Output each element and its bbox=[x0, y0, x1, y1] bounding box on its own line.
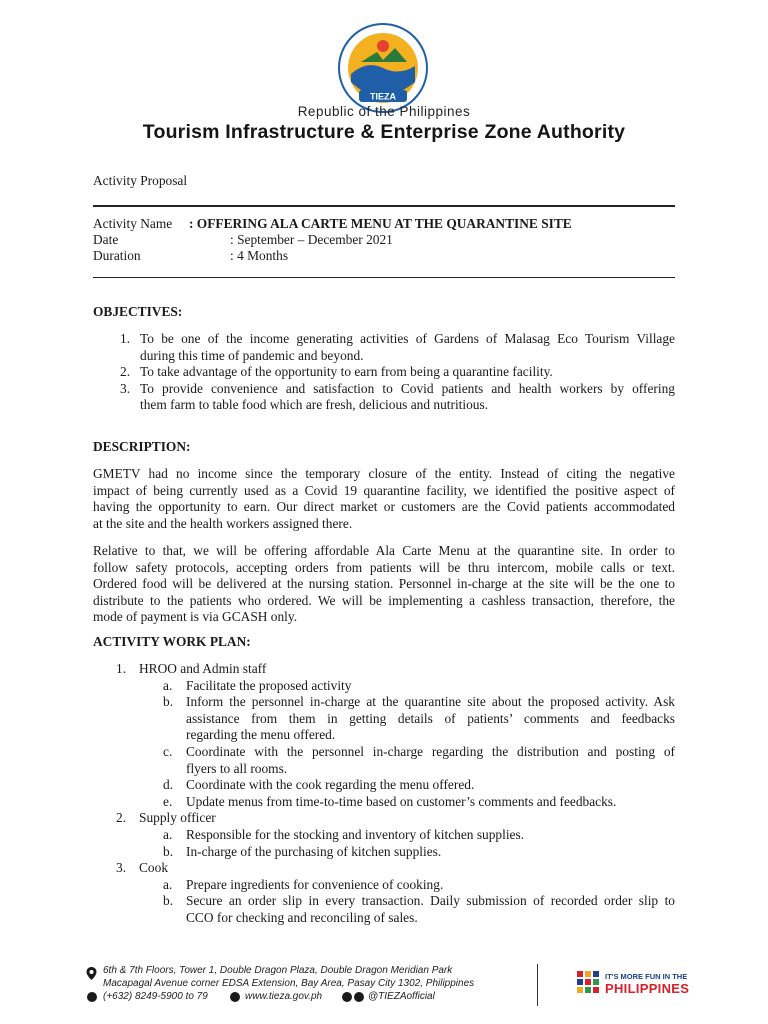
list-item bbox=[93, 331, 675, 364]
task-text: Coordinate with the cook regarding the menu offered. bbox=[186, 777, 475, 793]
task-letter: a. bbox=[163, 876, 173, 892]
footer bbox=[0, 955, 768, 1024]
agency-title: Tourism Infrastructure & Enterprise Zone Authority bbox=[142, 121, 626, 143]
workplan-heading: ACTIVITY WORK PLAN: bbox=[93, 634, 251, 649]
list-item-text: during this time of pandemic and beyond. bbox=[140, 347, 364, 363]
task-item bbox=[93, 893, 675, 926]
role-number: 2. bbox=[116, 810, 127, 826]
role-number: 1. bbox=[116, 661, 127, 676]
task-letter: b. bbox=[163, 843, 174, 859]
paragraph-line: impact of being currently used as a Covid 19 quarantine facility, we identified the positive aspect of bbox=[93, 482, 675, 498]
brand-tagline: IT'S MORE FUN IN THE bbox=[605, 972, 688, 981]
list-item-text: To be one of the income generating activities of Gardens of Malasag Eco Tourism Village bbox=[140, 331, 675, 346]
objectives-heading: OBJECTIVES: bbox=[93, 304, 183, 319]
logo-text: TIEZA bbox=[370, 91, 396, 102]
role-item bbox=[93, 661, 675, 678]
footer-address-line-1: 6th & 7th Floors, Tower 1, Double Dragon Plaza, Double Dragon Meridian Park bbox=[103, 965, 453, 976]
task-text: Prepare ingredients for convenience of cooking. bbox=[186, 876, 444, 892]
globe-icon bbox=[230, 992, 240, 1002]
paragraph-line: follow safety protocols, accepting orders from patients will be thru intercom, mobile calls or text. bbox=[93, 559, 675, 575]
list-item-number: 3. bbox=[120, 380, 131, 396]
task-text: assistance from them in getting details of patients’ comments and feedbacks bbox=[186, 710, 675, 726]
task-letter: e. bbox=[163, 793, 173, 809]
task-letter: a. bbox=[163, 826, 173, 842]
description-heading: DESCRIPTION: bbox=[93, 439, 191, 454]
phone-icon bbox=[87, 992, 97, 1002]
paragraph-line: GMETV had no income since the temporary closure of the entity. Instead of citing the negative bbox=[93, 466, 675, 481]
divider-top bbox=[93, 205, 675, 207]
description-paragraph-1 bbox=[93, 466, 675, 532]
footer-address-line-2: Macapagal Avenue corner EDSA Extension, Bay Area, Pasay City 1302, Philippines bbox=[103, 978, 475, 989]
task-text: Facilitate the proposed activity bbox=[186, 677, 352, 693]
location-pin-icon bbox=[86, 967, 97, 980]
activity-name-value: : OFFERING ALA CARTE MENU AT THE QUARANTINE SITE bbox=[189, 216, 572, 231]
facebook-icon[interactable] bbox=[342, 992, 352, 1002]
task-text: CCO for checking and reconciling of sales. bbox=[186, 909, 418, 925]
role-title: Cook bbox=[139, 860, 169, 876]
brand-mark-icon bbox=[575, 969, 603, 1001]
task-text: Responsible for the stocking and inventory of kitchen supplies. bbox=[186, 826, 525, 842]
paragraph-line: distribute to the patients who ordered. We will be implementing a cashless transaction, therefore, the bbox=[93, 592, 675, 608]
tieza-logo bbox=[337, 22, 429, 114]
task-text: Update menus from time-to-time based on customer’s comments and feedbacks. bbox=[186, 793, 617, 809]
instagram-icon[interactable] bbox=[354, 992, 364, 1002]
task-text: Coordinate with the personnel in-charge regarding the distribution and posting of bbox=[186, 743, 675, 759]
paragraph-line: having the opportunity to earn. Our direct market or customers are the Covid patients accommodated bbox=[93, 499, 675, 515]
activity-name-row bbox=[93, 216, 572, 233]
task-letter: c. bbox=[163, 743, 173, 759]
list-item-number: 1. bbox=[120, 331, 131, 346]
list-item bbox=[93, 364, 675, 381]
date-value: : September – December 2021 bbox=[230, 232, 393, 247]
list-item-text: To provide convenience and satisfaction to Covid patients and health workers by offering bbox=[140, 380, 675, 396]
description-paragraph-2 bbox=[93, 543, 675, 626]
task-letter: b. bbox=[163, 694, 174, 710]
duration-key: Duration bbox=[93, 248, 141, 263]
duration-value: : 4 Months bbox=[230, 248, 289, 263]
task-text: Secure an order slip in every transaction. Daily submission of recorded order slip to bbox=[186, 893, 675, 909]
footer-phone[interactable]: (+632) 8249-5900 to 79 bbox=[103, 991, 208, 1002]
divider-bottom bbox=[93, 277, 675, 278]
list-item bbox=[93, 381, 675, 414]
task-item bbox=[93, 777, 675, 794]
republic-label: Republic of the Philippines bbox=[297, 104, 471, 119]
role-number: 3. bbox=[116, 860, 127, 876]
brand-name: PHILIPPINES bbox=[605, 981, 690, 996]
task-text: flyers to all rooms. bbox=[186, 760, 288, 776]
duration-row bbox=[93, 248, 288, 265]
document-type-label: Activity Proposal bbox=[93, 173, 188, 188]
task-text: In-charge of the purchasing of kitchen supplies. bbox=[186, 843, 442, 859]
list-item-text: them farm to table food which are fresh, delicious and nutritious. bbox=[140, 397, 489, 413]
task-item bbox=[93, 827, 675, 844]
task-item bbox=[93, 744, 675, 777]
task-item bbox=[93, 794, 675, 811]
task-item bbox=[93, 844, 675, 861]
activity-name-key: Activity Name bbox=[93, 216, 173, 231]
paragraph-line: at the site and the health workers assigned there. bbox=[93, 515, 353, 531]
task-text: Inform the personnel in-charge at the quarantine site about the proposed activity. Ask bbox=[186, 694, 675, 710]
footer-divider bbox=[537, 964, 538, 1006]
task-letter: b. bbox=[163, 893, 174, 909]
list-item-text: To take advantage of the opportunity to earn from being a quarantine facility. bbox=[140, 364, 553, 380]
role-item bbox=[93, 810, 675, 827]
paragraph-line: Ordered food will be delivered at the nursing station. Personnel in-charge at the site will be the one to bbox=[93, 576, 675, 592]
itsmorefun-brand bbox=[575, 967, 690, 1003]
role-item bbox=[93, 860, 675, 877]
workplan-list bbox=[93, 661, 675, 927]
task-letter: d. bbox=[163, 777, 174, 793]
task-letter: a. bbox=[163, 677, 173, 693]
paragraph-line: Relative to that, we will be offering affordable Ala Carte Menu at the quarantine site. In order to bbox=[93, 543, 675, 558]
list-item-number: 2. bbox=[120, 364, 131, 380]
date-key: Date bbox=[93, 232, 119, 247]
footer-social-handle[interactable]: @TIEZAofficial bbox=[368, 991, 435, 1002]
role-title: HROO and Admin staff bbox=[139, 661, 267, 676]
objectives-list bbox=[93, 331, 675, 414]
footer-website[interactable]: www.tieza.gov.ph bbox=[245, 991, 323, 1002]
date-row bbox=[93, 232, 393, 249]
task-item bbox=[93, 877, 675, 894]
task-item bbox=[93, 678, 675, 695]
task-item bbox=[93, 694, 675, 744]
role-title: Supply officer bbox=[139, 810, 216, 826]
paragraph-line: mode of payment is via GCASH only. bbox=[93, 609, 298, 625]
task-text: regarding the menu offered. bbox=[186, 727, 336, 743]
